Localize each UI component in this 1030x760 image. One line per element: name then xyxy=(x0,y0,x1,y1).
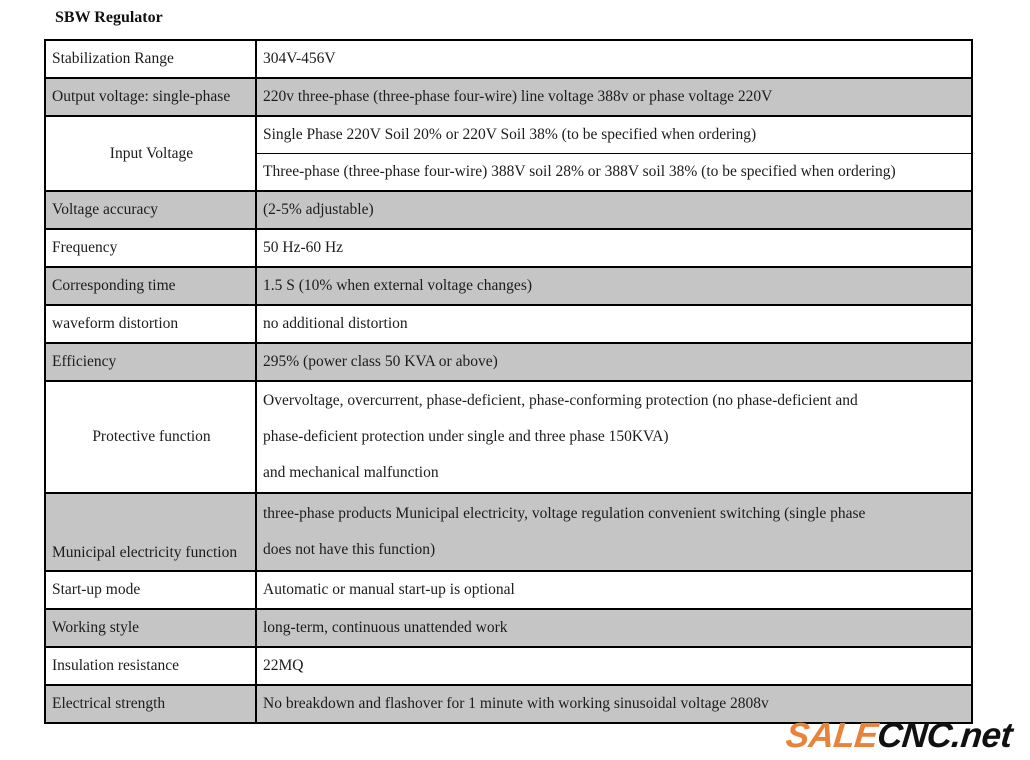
spec-label: Electrical strength xyxy=(45,685,256,723)
logo-sale-text: SALE xyxy=(784,716,880,755)
spec-value: 220v three-phase (three-phase four-wire) line voltage 388v or phase voltage 220V xyxy=(256,78,972,116)
table-row xyxy=(45,609,972,647)
table-row xyxy=(45,116,972,153)
spec-label: Municipal electricity function xyxy=(45,493,256,571)
table-row xyxy=(45,267,972,305)
spec-label: Start-up mode xyxy=(45,571,256,609)
spec-value: 304V-456V xyxy=(256,40,972,78)
spec-label: Output voltage: single-phase xyxy=(45,78,256,116)
spec-label: Stabilization Range xyxy=(45,40,256,78)
table-row xyxy=(45,571,972,609)
table-row xyxy=(45,191,972,229)
page-title: SBW Regulator xyxy=(55,9,163,26)
spec-value xyxy=(256,381,972,493)
spec-value: Single Phase 220V Soil 20% or 220V Soil 38% (to be specified when ordering) xyxy=(256,116,972,153)
spec-value-line: three-phase products Municipal electricity, voltage regulation convenient switching (single phase xyxy=(263,505,866,522)
spec-value-line: and mechanical malfunction xyxy=(263,464,439,481)
spec-label: Voltage accuracy xyxy=(45,191,256,229)
spec-value-line: phase-deficient protection under single and three phase 150KVA) xyxy=(263,428,669,445)
table-row xyxy=(45,78,972,116)
spec-value: no additional distortion xyxy=(256,305,972,343)
table-row xyxy=(45,381,972,493)
spec-label: Protective function xyxy=(45,381,256,493)
table-row xyxy=(45,647,972,685)
spec-value: 22MQ xyxy=(256,647,972,685)
table-row xyxy=(45,343,972,381)
spec-value-line: Overvoltage, overcurrent, phase-deficient, phase-conforming protection (no phase-deficient and xyxy=(263,392,858,409)
spec-value: 1.5 S (10% when external voltage changes) xyxy=(256,267,972,305)
spec-value xyxy=(256,493,972,571)
spec-table xyxy=(44,39,973,724)
spec-value: Automatic or manual start-up is optional xyxy=(256,571,972,609)
spec-value-line: does not have this function) xyxy=(263,541,436,558)
table-row xyxy=(45,40,972,78)
spec-value: 295% (power class 50 KVA or above) xyxy=(256,343,972,381)
table-row xyxy=(45,229,972,267)
spec-value: Three-phase (three-phase four-wire) 388V soil 28% or 388V soil 38% (to be specified when ordering) xyxy=(256,153,972,191)
spec-label: Insulation resistance xyxy=(45,647,256,685)
spec-label: Input Voltage xyxy=(45,116,256,191)
table-row xyxy=(45,493,972,571)
spec-value: No breakdown and flashover for 1 minute with working sinusoidal voltage 2808v xyxy=(256,685,972,723)
spec-label: Frequency xyxy=(45,229,256,267)
logo-cnc-text: CNC.net xyxy=(875,716,1015,755)
spec-label: waveform distortion xyxy=(45,305,256,343)
table-row xyxy=(45,305,972,343)
spec-label: Efficiency xyxy=(45,343,256,381)
spec-value: (2-5% adjustable) xyxy=(256,191,972,229)
spec-label: Corresponding time xyxy=(45,267,256,305)
spec-label: Working style xyxy=(45,609,256,647)
spec-value: long-term, continuous unattended work xyxy=(256,609,972,647)
salecnc-logo xyxy=(784,716,1014,756)
spec-value: 50 Hz-60 Hz xyxy=(256,229,972,267)
